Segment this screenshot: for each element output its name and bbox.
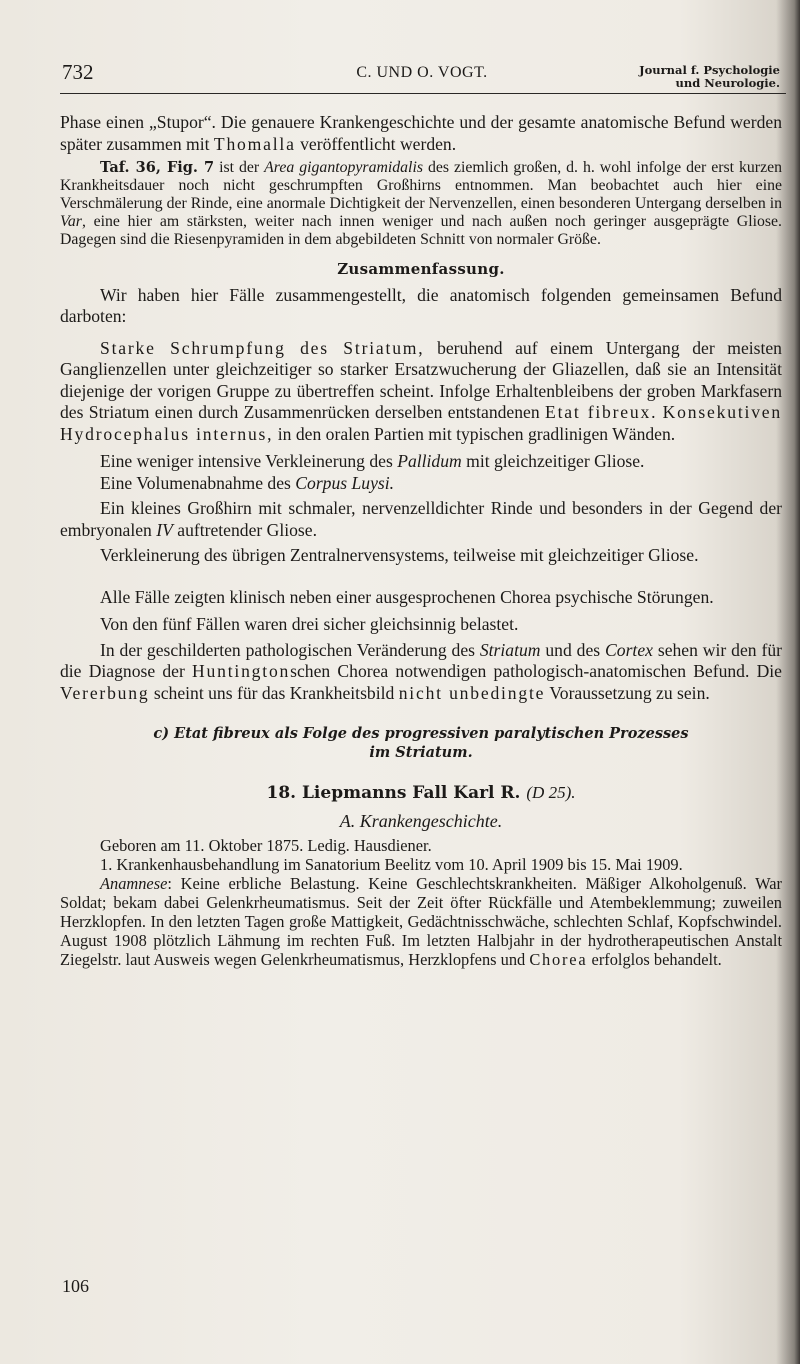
paragraph-stupor: Phase einen „Stupor“. Die genauere Krankengeschichte und der gesamte anatomische Befund werden später zusammen mit Thomalla veröffentlicht werden. [60,112,782,154]
case-birth: Geboren am 11. Oktober 1875. Ledig. Hausdiener. [100,836,432,855]
running-title: C. UND O. VOGT. [356,64,488,81]
paragraph-conclusion: In der geschilderten pathologischen Veränderung des Striatum und des Cortex sehen wir den für die Diagnose der Huntingtonschen Chorea notwendigen pathologisch-anatomischen Befund. Die Vererbung scheint uns für das Krankheitsbild nicht unbedingte Voraussetzung zu sein. [60,639,782,703]
case-subheading: A. Krankengeschichte. [339,810,503,831]
case-hospital: 1. Krankenhausbehandlung im Sanatorium Beelitz vom 10. April 1909 bis 15. Mai 1909. [100,855,683,874]
paragraph-summary-intro: Wir haben hier Fälle zusammengestellt, die anatomisch folgenden gemeinsamen Befund darboten: [60,284,782,326]
journal-line-2: und Neurologie. [675,76,780,90]
figure-note [60,159,782,249]
case-code: (D 25). [526,783,576,802]
paragraph-pallidum: Eine weniger intensive Verkleinerung des Pallidum mit gleichzeitiger Gliose. [100,451,645,471]
paragraph-clinical: Alle Fälle zeigten klinisch neben einer ausgesprochenen Chorea psychische Störungen. [100,586,714,607]
header-rule [60,93,786,94]
page-edge-shadow [794,0,800,1364]
signature-folio: 106 [62,1276,89,1296]
figure-reference: Taf. 36, Fig. 7 [100,159,215,176]
body-text [60,112,782,969]
section-c-heading: c) Etat fibreux als Folge des progressiven paralytischen Prozesses im Striatum. [153,725,689,761]
paragraph-corpus-luysi: Eine Volumenabnahme des Corpus Luysi. [100,472,395,493]
paragraph-figure-description: Taf. 36, Fig. 7 ist der Area gigantopyramidalis des ziemlich großen, d. h. wohl infolge der erst kurzen Krankheitsdauer noch nicht geschrumpften Großhirns entnommen. Man beobachtet auch hier eine Verschmälerung der Rinde, eine anormale Dichtigkeit der Nervenzellen, einen besonderen Untergang derselben in Var, eine hier am stärksten, weiter nach innen weniger und nach außen noch geringer ausgeprägte Gliose. Dagegen sind die Riesenpyramiden in dem abgebildeten Schnitt von normaler Größe. [60,159,782,248]
paragraph-zns: Verkleinerung des übrigen Zentralnervensystems, teilweise mit gleichzeitiger Gliose. [100,545,699,565]
paragraph-heredity: Von den fünf Fällen waren drei sicher gleichsinnig belastet. [100,614,519,634]
paragraph-grosshirn: Ein kleines Großhirn mit schmaler, nervenzelldichter Rinde und besonders in der Gegend der embryonalen IV auftretender Gliose. [60,498,782,540]
journal-line-1: Journal f. Psychologie [639,63,780,77]
case-history [60,836,782,969]
summary-heading: Zusammenfassung. [337,260,505,278]
journal-name [639,64,780,90]
case-title: 18. Liepmanns Fall Karl R. (D 25). [266,783,576,803]
page-header [62,56,782,94]
case-anamnesis: Anamnese: Keine erbliche Belastung. Keine Geschlechtskrankheiten. Mäßiger Alkoholgenuß. War Soldat; bekam dabei Gelenkrheumatismus. Seit der Zeit öfter Rückfälle und Atembeklemmung; zuweilen Herzklopfen. In den letzten Tagen große Mattigkeit, Gedächtnisschwäche, schlechten Schlaf, Kopfschwindel. August 1908 plötzlich Lähmung im rechten Fuß. Im letzten Halbjahr in der hydrotherapeutischen Anstalt Ziegelstr. laut Ausweis wegen Gelenkrheumatismus, Herzklopfens und Chorea erfolglos behandelt. [60,874,782,969]
paragraph-striatum: Starke Schrumpfung des Striatum, beruhend auf einem Untergang der meisten Ganglienzellen unter gleichzeitiger so starker Ersatzwucherung der Gliazellen, daß sie an Intensität diejenige der vorigen Gruppe zu übertreffen scheint. Infolge Erhaltenbleibens der groben Markfasern des Striatum einen durch Zusammenrücken derselben entstandenen Etat fibreux. Konsekutiven Hydrocephalus internus, in den oralen Partien mit typischen gradlinigen Wänden. [60,337,782,444]
page-number: 732 [62,60,94,84]
